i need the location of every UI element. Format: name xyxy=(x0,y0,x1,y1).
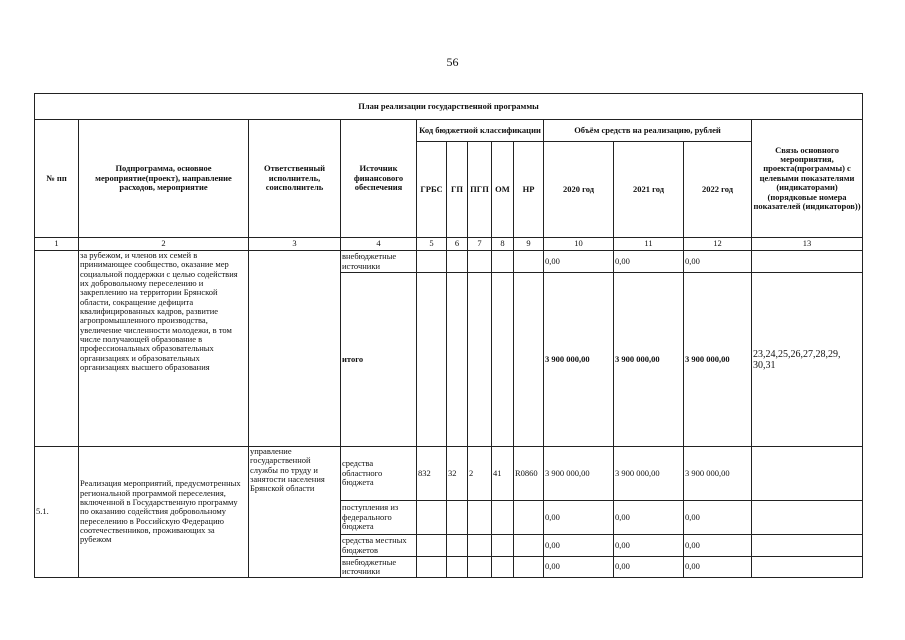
plan-table xyxy=(34,93,863,578)
col-number: 5 xyxy=(417,238,447,251)
source-cell: средства областного бюджета xyxy=(341,447,417,501)
block2-executor: управление государственной службы по труду и занятости населения Брянской области xyxy=(249,447,341,578)
col-number: 12 xyxy=(684,238,752,251)
header-pgp: ПГП xyxy=(468,142,492,238)
executor-cell xyxy=(249,251,341,447)
block1-name: за рубежом, и членов их семей в принимающее сообщество, оказание мер социальной поддержки с целью содействия их добровольному переселению и закреплению на территории Брянской области, сокращение дефицита квалифицированных кадров, развитие агропромышленного производства, увеличение численности молодежи, в том числе получающей образование в профессиональных образовательных организациях и образовательных организациях высшего образования xyxy=(79,251,249,447)
source-total-cell: итого xyxy=(341,273,417,447)
table-row xyxy=(35,251,863,273)
col-number: 8 xyxy=(492,238,514,251)
header-om: ОМ xyxy=(492,142,514,238)
header-name: Подпрограмма, основное мероприятие(проект), направление расходов, мероприятие xyxy=(79,120,249,238)
value-2021: 0,00 xyxy=(614,557,684,578)
value-2022: 3 900 000,00 xyxy=(684,447,752,501)
col-number: 3 xyxy=(249,238,341,251)
gp-cell: 32 xyxy=(447,447,468,501)
row-num-cell: 5.1. xyxy=(35,447,79,578)
header-2020: 2020 год xyxy=(544,142,614,238)
row-num-cell xyxy=(35,251,79,447)
col-number: 2 xyxy=(79,238,249,251)
source-cell: поступления из федерального бюджета xyxy=(341,501,417,535)
col-number: 6 xyxy=(447,238,468,251)
value-2022: 0,00 xyxy=(684,535,752,557)
header-gp: ГП xyxy=(447,142,468,238)
pgp-cell: 2 xyxy=(468,447,492,501)
value-2020: 3 900 000,00 xyxy=(544,447,614,501)
total-2021: 3 900 000,00 xyxy=(614,273,684,447)
header-2021: 2021 год xyxy=(614,142,684,238)
value-2022: 0,00 xyxy=(684,501,752,535)
source-cell: внебюджетные источники xyxy=(341,251,417,273)
total-2020: 3 900 000,00 xyxy=(544,273,614,447)
np-cell: R0860 xyxy=(514,447,544,501)
col-number: 4 xyxy=(341,238,417,251)
column-number-row xyxy=(35,238,863,251)
header-2022: 2022 год xyxy=(684,142,752,238)
col-number: 9 xyxy=(514,238,544,251)
col-number: 11 xyxy=(614,238,684,251)
header-row-1 xyxy=(35,120,863,142)
value-2021: 0,00 xyxy=(614,251,684,273)
col-number: 7 xyxy=(468,238,492,251)
value-2021: 3 900 000,00 xyxy=(614,447,684,501)
value-2020: 0,00 xyxy=(544,251,614,273)
header-executor: Ответственный исполнитель, соисполнитель xyxy=(249,120,341,238)
col-number: 1 xyxy=(35,238,79,251)
value-2020: 0,00 xyxy=(544,501,614,535)
header-link: Связь основного мероприятия, проекта(программы) с целевыми показателями (индикаторами) (порядковые номера показателей (индикаторов)) xyxy=(752,120,863,238)
header-grbs: ГРБС xyxy=(417,142,447,238)
header-num: № пп xyxy=(35,120,79,238)
block2-name: Реализация мероприятий, предусмотренных региональной программой переселения, включенной в Государственную программу по оказанию содействия добровольному переселению в Российскую Федерацию соотечественников, проживающих за рубежом xyxy=(79,447,249,578)
header-source: Источник финансового обеспечения xyxy=(341,120,417,238)
value-2021: 0,00 xyxy=(614,501,684,535)
total-2022: 3 900 000,00 xyxy=(684,273,752,447)
source-cell: внебюджетные источники xyxy=(341,557,417,578)
value-2020: 0,00 xyxy=(544,557,614,578)
header-volume: Объём средств на реализацию, рублей xyxy=(544,120,752,142)
page-number: 56 xyxy=(446,55,459,69)
header-budget-code: Код бюджетной классификации xyxy=(417,120,544,142)
header-np: НР xyxy=(514,142,544,238)
table-row xyxy=(35,447,863,501)
title-row xyxy=(35,94,863,120)
col-number: 13 xyxy=(752,238,863,251)
grbs-cell: 832 xyxy=(417,447,447,501)
value-2022: 0,00 xyxy=(684,251,752,273)
table-title: План реализации государственной программы xyxy=(35,94,863,120)
value-2022: 0,00 xyxy=(684,557,752,578)
value-2020: 0,00 xyxy=(544,535,614,557)
col-number: 10 xyxy=(544,238,614,251)
source-cell: средства местных бюджетов xyxy=(341,535,417,557)
om-cell: 41 xyxy=(492,447,514,501)
value-2021: 0,00 xyxy=(614,535,684,557)
indicator-link: 23,24,25,26,27,28,29, 30,31 xyxy=(752,273,863,447)
